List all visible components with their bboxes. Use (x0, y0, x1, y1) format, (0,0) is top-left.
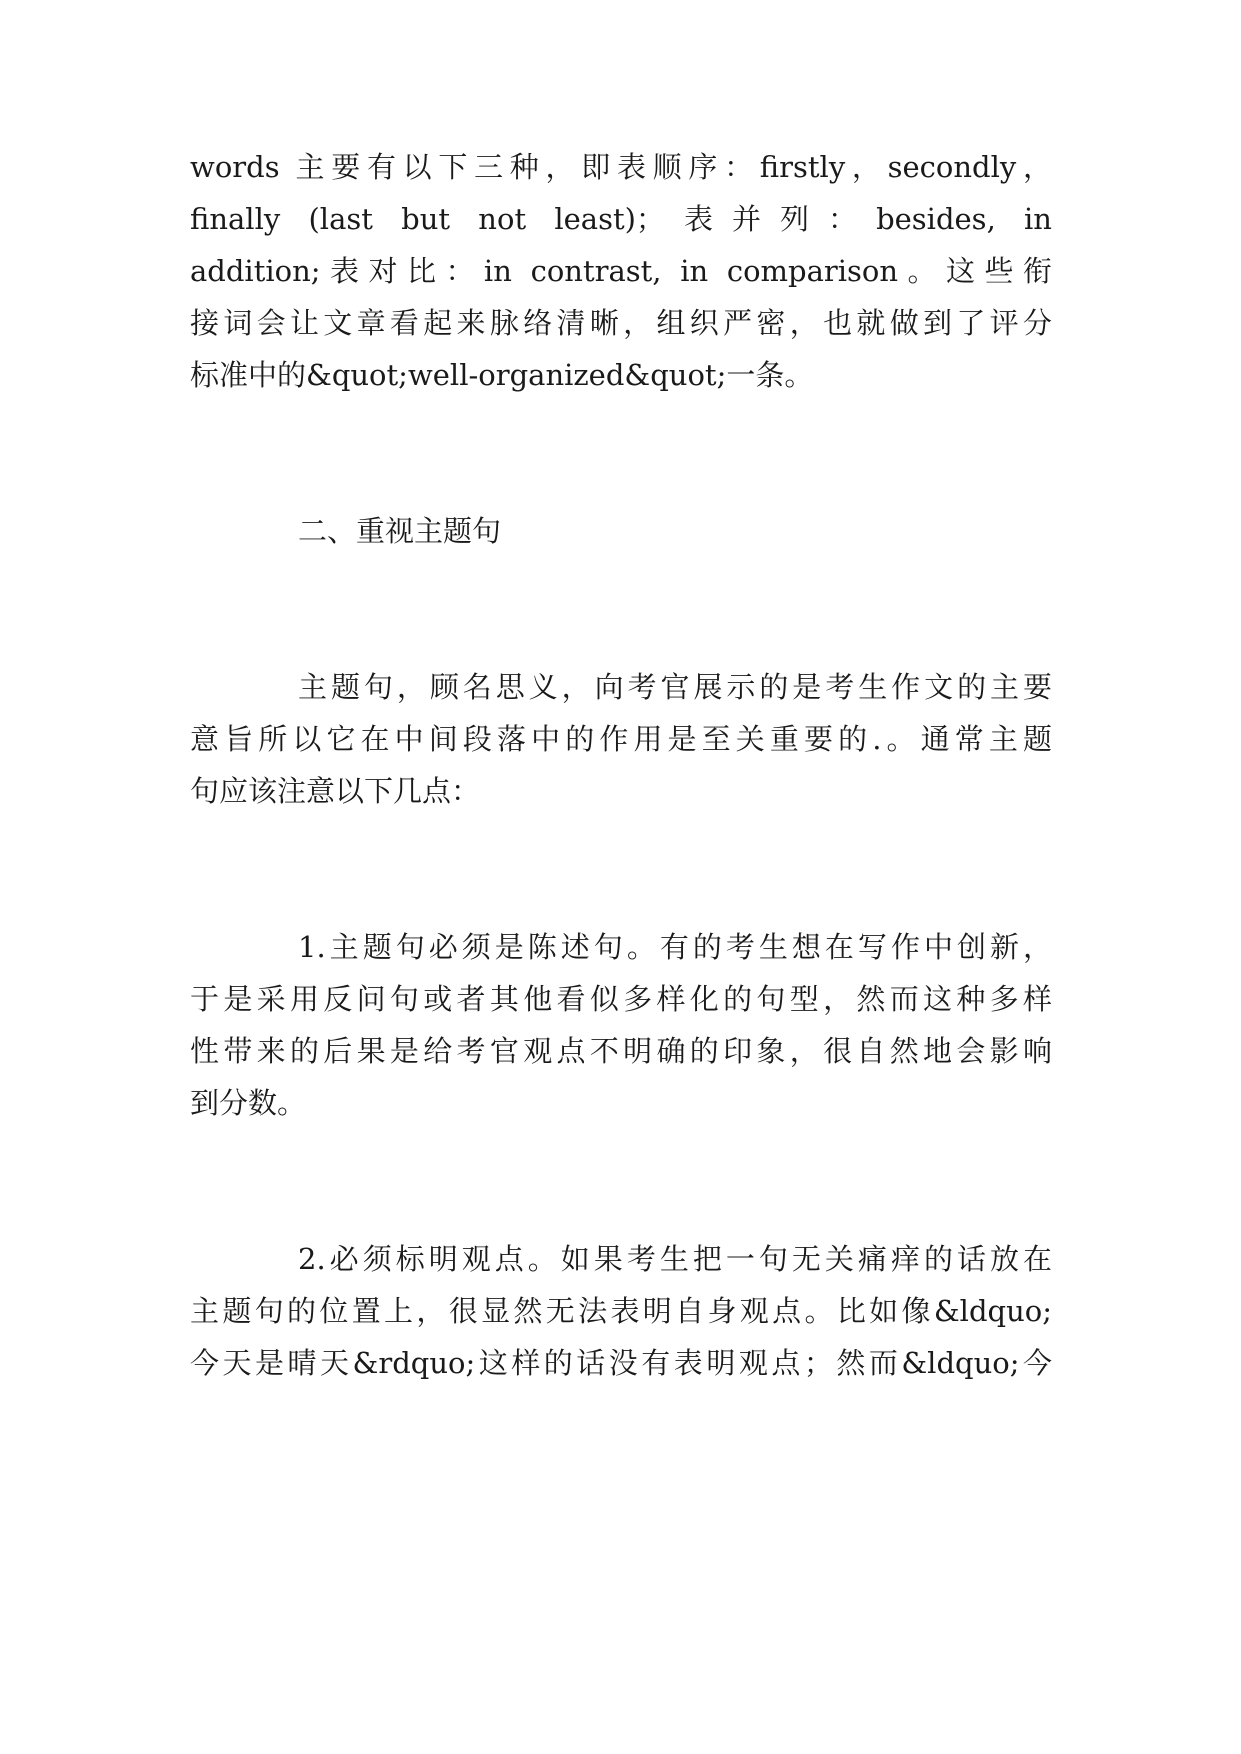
paragraph-5-line-2: 主题句的位置上，很显然无法表明自身观点。比如像&ldquo; (190, 1294, 1052, 1328)
section-heading: 二、重视主题句 (298, 514, 502, 548)
paragraph-1-line-3: addition;表对比：in contrast, in comparison。这些衔 (190, 254, 1052, 288)
paragraph-3-line-2: 意旨所以它在中间段落中的作用是至关重要的.。通常主题 (190, 722, 1052, 756)
paragraph-4-line-3: 性带来的后果是给考官观点不明确的印象，很自然地会影响 (190, 1034, 1052, 1068)
paragraph-1-line-1: words 主要有以下三种，即表顺序：firstly，secondly， (190, 150, 1052, 184)
paragraph-4-line-1: 1.主题句必须是陈述句。有的考生想在写作中创新， (298, 930, 1052, 964)
paragraph-4-line-4: 到分数。 (190, 1086, 307, 1120)
paragraph-1-line-5: 标准中的&quot;well-organized&quot;一条。 (190, 358, 814, 392)
paragraph-1-line-4: 接词会让文章看起来脉络清晰，组织严密，也就做到了评分 (190, 306, 1052, 340)
paragraph-5-line-3: 今天是晴天&rdquo;这样的话没有表明观点；然而&ldquo;今 (190, 1346, 1052, 1380)
paragraph-5-line-1: 2.必须标明观点。如果考生把一句无关痛痒的话放在 (298, 1242, 1052, 1276)
paragraph-3-line-1: 主题句，顾名思义，向考官展示的是考生作文的主要 (298, 670, 1052, 704)
paragraph-3-line-3: 句应该注意以下几点： (190, 774, 481, 808)
paragraph-4-line-2: 于是采用反问句或者其他看似多样化的句型，然而这种多样 (190, 982, 1052, 1016)
paragraph-1-line-2: finally (last but not least)；表并列：besides, in (190, 202, 1052, 236)
